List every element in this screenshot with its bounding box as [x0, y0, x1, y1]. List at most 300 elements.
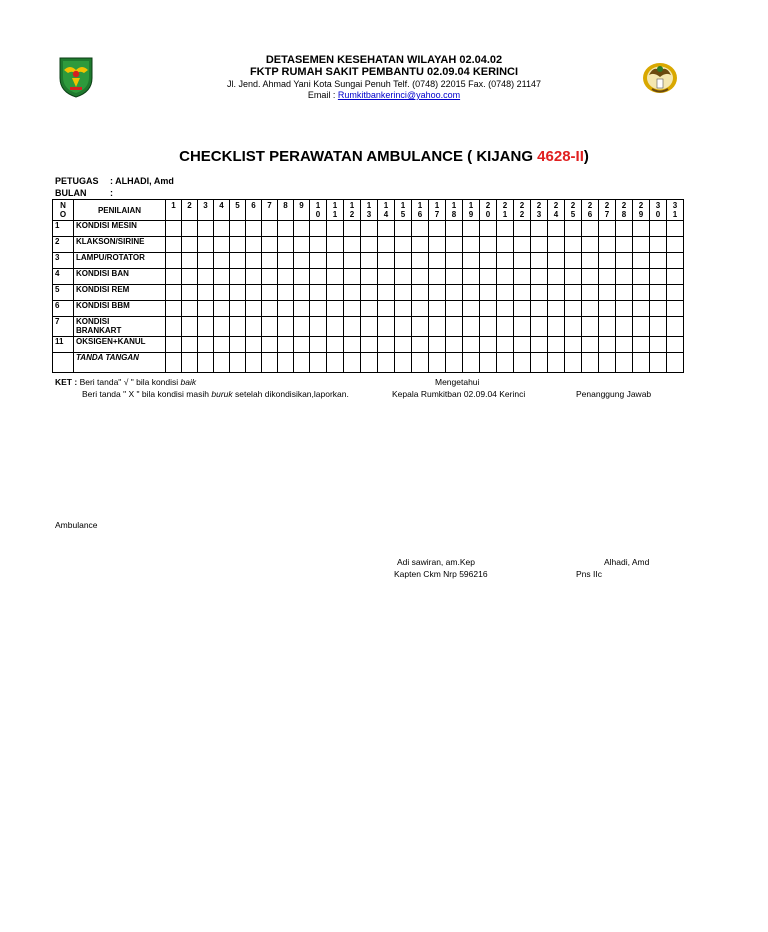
check-cell[interactable] [214, 317, 230, 337]
check-cell[interactable] [548, 337, 565, 353]
check-cell[interactable] [294, 301, 310, 317]
check-cell[interactable] [230, 269, 246, 285]
check-cell[interactable] [412, 221, 429, 237]
check-cell[interactable] [294, 285, 310, 301]
check-cell[interactable] [327, 269, 344, 285]
check-cell[interactable] [650, 237, 667, 253]
check-cell[interactable] [565, 301, 582, 317]
check-cell[interactable] [531, 317, 548, 337]
check-cell[interactable] [246, 221, 262, 237]
check-cell[interactable] [582, 285, 599, 301]
check-cell[interactable] [429, 237, 446, 253]
check-cell[interactable] [278, 317, 294, 337]
check-cell[interactable] [344, 269, 361, 285]
check-cell[interactable] [446, 221, 463, 237]
check-cell[interactable] [395, 301, 412, 317]
check-cell[interactable] [246, 253, 262, 269]
check-cell[interactable] [599, 269, 616, 285]
check-cell[interactable] [480, 221, 497, 237]
check-cell[interactable] [565, 285, 582, 301]
check-cell[interactable] [582, 317, 599, 337]
signature-cell[interactable] [650, 353, 667, 373]
check-cell[interactable] [412, 285, 429, 301]
signature-cell[interactable] [230, 353, 246, 373]
check-cell[interactable] [214, 269, 230, 285]
check-cell[interactable] [230, 253, 246, 269]
check-cell[interactable] [294, 317, 310, 337]
signature-cell[interactable] [514, 353, 531, 373]
check-cell[interactable] [361, 253, 378, 269]
check-cell[interactable] [548, 269, 565, 285]
check-cell[interactable] [667, 221, 684, 237]
signature-cell[interactable] [633, 353, 650, 373]
check-cell[interactable] [344, 253, 361, 269]
check-cell[interactable] [278, 285, 294, 301]
check-cell[interactable] [446, 337, 463, 353]
check-cell[interactable] [310, 337, 327, 353]
check-cell[interactable] [182, 337, 198, 353]
check-cell[interactable] [429, 317, 446, 337]
check-cell[interactable] [395, 269, 412, 285]
signature-cell[interactable] [166, 353, 182, 373]
check-cell[interactable] [480, 285, 497, 301]
email-link[interactable]: Rumkitbankerinci@yahoo.com [337, 90, 461, 100]
check-cell[interactable] [497, 269, 514, 285]
check-cell[interactable] [667, 317, 684, 337]
check-cell[interactable] [327, 301, 344, 317]
check-cell[interactable] [182, 269, 198, 285]
check-cell[interactable] [565, 269, 582, 285]
check-cell[interactable] [463, 337, 480, 353]
day-column-header-text: 2 [502, 201, 508, 210]
check-cell[interactable] [182, 253, 198, 269]
check-cell[interactable] [412, 269, 429, 285]
row-number: 2 [53, 237, 74, 253]
check-cell[interactable] [378, 253, 395, 269]
check-cell[interactable] [230, 301, 246, 317]
check-cell[interactable] [650, 337, 667, 353]
check-cell[interactable] [214, 301, 230, 317]
check-cell[interactable] [582, 221, 599, 237]
check-cell[interactable] [616, 317, 633, 337]
check-cell[interactable] [463, 269, 480, 285]
check-cell[interactable] [310, 253, 327, 269]
check-cell[interactable] [198, 237, 214, 253]
check-cell[interactable] [429, 269, 446, 285]
check-cell[interactable] [514, 301, 531, 317]
check-cell[interactable] [278, 253, 294, 269]
check-cell[interactable] [246, 317, 262, 337]
check-cell[interactable] [463, 317, 480, 337]
check-cell[interactable] [531, 221, 548, 237]
check-cell[interactable] [667, 337, 684, 353]
check-cell[interactable] [565, 253, 582, 269]
check-cell[interactable] [378, 269, 395, 285]
check-cell[interactable] [198, 285, 214, 301]
check-cell[interactable] [514, 221, 531, 237]
day-column-header-text: 9 [299, 201, 304, 210]
check-cell[interactable] [480, 337, 497, 353]
ket-line-1 [55, 377, 196, 387]
signature-cell[interactable] [565, 353, 582, 373]
check-cell[interactable] [166, 317, 182, 337]
check-cell[interactable] [378, 301, 395, 317]
check-cell[interactable] [616, 221, 633, 237]
check-cell[interactable] [294, 269, 310, 285]
check-cell[interactable] [310, 269, 327, 285]
signature-cell[interactable] [531, 353, 548, 373]
check-cell[interactable] [667, 237, 684, 253]
check-cell[interactable] [198, 269, 214, 285]
check-cell[interactable] [278, 237, 294, 253]
check-cell[interactable] [616, 285, 633, 301]
check-cell[interactable] [446, 269, 463, 285]
check-cell[interactable] [633, 221, 650, 237]
check-cell[interactable] [246, 337, 262, 353]
signature-cell[interactable] [294, 353, 310, 373]
day-column-header-text: 1 [502, 210, 508, 219]
check-cell[interactable] [531, 301, 548, 317]
signature-cell[interactable] [395, 353, 412, 373]
check-cell[interactable] [278, 221, 294, 237]
check-cell[interactable] [361, 269, 378, 285]
check-cell[interactable] [378, 221, 395, 237]
check-cell[interactable] [166, 301, 182, 317]
check-cell[interactable] [246, 269, 262, 285]
check-cell[interactable] [599, 253, 616, 269]
check-cell[interactable] [446, 253, 463, 269]
signature-cell[interactable] [446, 353, 463, 373]
check-cell[interactable] [633, 237, 650, 253]
day-column-header [463, 200, 480, 221]
check-cell[interactable] [548, 285, 565, 301]
check-cell[interactable] [650, 285, 667, 301]
check-cell[interactable] [262, 269, 278, 285]
check-cell[interactable] [667, 301, 684, 317]
check-cell[interactable] [616, 237, 633, 253]
check-cell[interactable] [582, 237, 599, 253]
check-cell[interactable] [294, 221, 310, 237]
check-cell[interactable] [230, 237, 246, 253]
check-cell[interactable] [599, 221, 616, 237]
check-cell[interactable] [166, 337, 182, 353]
check-cell[interactable] [230, 317, 246, 337]
day-column-header [531, 200, 548, 221]
check-cell[interactable] [278, 337, 294, 353]
signature-cell[interactable] [262, 353, 278, 373]
check-cell[interactable] [548, 317, 565, 337]
check-cell[interactable] [514, 237, 531, 253]
check-cell[interactable] [480, 253, 497, 269]
check-cell[interactable] [262, 285, 278, 301]
check-cell[interactable] [294, 337, 310, 353]
check-cell[interactable] [463, 285, 480, 301]
signature-label: TANDA TANGAN [74, 353, 166, 373]
row-item-name [74, 253, 166, 269]
check-cell[interactable] [361, 221, 378, 237]
check-cell[interactable] [446, 285, 463, 301]
check-cell[interactable] [378, 285, 395, 301]
check-cell[interactable] [497, 221, 514, 237]
check-cell[interactable] [310, 317, 327, 337]
check-cell[interactable] [361, 237, 378, 253]
check-cell[interactable] [429, 253, 446, 269]
check-cell[interactable] [166, 237, 182, 253]
check-cell[interactable] [361, 301, 378, 317]
check-cell[interactable] [480, 237, 497, 253]
check-cell[interactable] [166, 221, 182, 237]
check-cell[interactable] [480, 301, 497, 317]
check-cell[interactable] [514, 253, 531, 269]
check-cell[interactable] [548, 237, 565, 253]
check-cell[interactable] [497, 285, 514, 301]
row-item-name [74, 221, 166, 237]
signature-cell[interactable] [198, 353, 214, 373]
check-cell[interactable] [198, 301, 214, 317]
check-cell[interactable] [616, 337, 633, 353]
signature-cell[interactable] [310, 353, 327, 373]
check-cell[interactable] [616, 269, 633, 285]
check-cell[interactable] [633, 337, 650, 353]
check-cell[interactable] [214, 221, 230, 237]
check-cell[interactable] [294, 237, 310, 253]
check-cell[interactable] [548, 253, 565, 269]
check-cell[interactable] [633, 285, 650, 301]
check-cell[interactable] [412, 253, 429, 269]
day-column-header-text: 1 [383, 201, 389, 210]
row-item-name-text: OKSIGEN+KANUL [76, 337, 146, 346]
check-cell[interactable] [310, 301, 327, 317]
check-cell[interactable] [182, 285, 198, 301]
check-cell[interactable] [198, 221, 214, 237]
check-cell[interactable] [246, 301, 262, 317]
check-cell[interactable] [480, 269, 497, 285]
row-number: 5 [53, 285, 74, 301]
signature-cell[interactable] [214, 353, 230, 373]
check-cell[interactable] [198, 253, 214, 269]
check-cell[interactable] [531, 269, 548, 285]
check-cell[interactable] [514, 285, 531, 301]
check-cell[interactable] [310, 285, 327, 301]
signature-cell[interactable] [667, 353, 684, 373]
check-cell[interactable] [565, 221, 582, 237]
check-cell[interactable] [262, 317, 278, 337]
check-cell[interactable] [650, 253, 667, 269]
check-cell[interactable] [182, 301, 198, 317]
signature-cell[interactable] [278, 353, 294, 373]
check-cell[interactable] [262, 221, 278, 237]
signature-cell[interactable] [582, 353, 599, 373]
signature-cell[interactable] [616, 353, 633, 373]
check-cell[interactable] [548, 301, 565, 317]
check-cell[interactable] [395, 221, 412, 237]
check-cell[interactable] [497, 253, 514, 269]
signature-cell[interactable] [246, 353, 262, 373]
check-cell[interactable] [650, 221, 667, 237]
check-cell[interactable] [531, 253, 548, 269]
check-cell[interactable] [497, 237, 514, 253]
check-cell[interactable] [463, 237, 480, 253]
check-cell[interactable] [246, 285, 262, 301]
check-cell[interactable] [327, 317, 344, 337]
day-column-header [429, 200, 446, 221]
check-cell[interactable] [548, 221, 565, 237]
check-cell[interactable] [582, 269, 599, 285]
check-cell[interactable] [214, 337, 230, 353]
check-cell[interactable] [650, 269, 667, 285]
check-cell[interactable] [395, 285, 412, 301]
check-cell[interactable] [378, 237, 395, 253]
check-cell[interactable] [344, 221, 361, 237]
check-cell[interactable] [344, 337, 361, 353]
signature-cell[interactable] [344, 353, 361, 373]
check-cell[interactable] [599, 285, 616, 301]
signature-cell[interactable] [480, 353, 497, 373]
check-cell[interactable] [310, 221, 327, 237]
check-cell[interactable] [214, 253, 230, 269]
check-cell[interactable] [531, 285, 548, 301]
check-cell[interactable] [214, 285, 230, 301]
check-cell[interactable] [599, 301, 616, 317]
check-cell[interactable] [599, 317, 616, 337]
ket-line2-emph: buruk [211, 389, 233, 399]
check-cell[interactable] [182, 317, 198, 337]
check-cell[interactable] [633, 269, 650, 285]
check-cell[interactable] [412, 237, 429, 253]
check-cell[interactable] [463, 221, 480, 237]
check-cell[interactable] [599, 337, 616, 353]
check-cell[interactable] [531, 337, 548, 353]
check-cell[interactable] [198, 317, 214, 337]
check-cell[interactable] [166, 253, 182, 269]
check-cell[interactable] [262, 253, 278, 269]
check-cell[interactable] [667, 285, 684, 301]
check-cell[interactable] [361, 337, 378, 353]
check-cell[interactable] [582, 337, 599, 353]
check-cell[interactable] [497, 317, 514, 337]
signature-cell[interactable] [378, 353, 395, 373]
check-cell[interactable] [429, 221, 446, 237]
check-cell[interactable] [378, 317, 395, 337]
signature-cell[interactable] [327, 353, 344, 373]
check-cell[interactable] [344, 317, 361, 337]
check-cell[interactable] [633, 317, 650, 337]
signature-cell[interactable] [463, 353, 480, 373]
check-cell[interactable] [633, 301, 650, 317]
check-cell[interactable] [230, 337, 246, 353]
check-cell[interactable] [582, 253, 599, 269]
check-cell[interactable] [565, 317, 582, 337]
check-cell[interactable] [310, 237, 327, 253]
check-cell[interactable] [480, 317, 497, 337]
check-cell[interactable] [182, 237, 198, 253]
day-column-header-text: 1 [315, 201, 321, 210]
check-cell[interactable] [531, 237, 548, 253]
signature-cell[interactable] [548, 353, 565, 373]
check-cell[interactable] [230, 285, 246, 301]
table-row [53, 221, 684, 237]
check-cell[interactable] [497, 301, 514, 317]
check-cell[interactable] [412, 317, 429, 337]
check-cell[interactable] [344, 301, 361, 317]
check-cell[interactable] [344, 285, 361, 301]
check-cell[interactable] [633, 253, 650, 269]
check-cell[interactable] [514, 317, 531, 337]
check-cell[interactable] [327, 221, 344, 237]
check-cell[interactable] [667, 253, 684, 269]
check-cell[interactable] [361, 285, 378, 301]
check-cell[interactable] [429, 337, 446, 353]
check-cell[interactable] [463, 253, 480, 269]
check-cell[interactable] [565, 337, 582, 353]
check-cell[interactable] [344, 237, 361, 253]
check-cell[interactable] [667, 269, 684, 285]
check-cell[interactable] [650, 317, 667, 337]
signature-cell[interactable] [429, 353, 446, 373]
check-cell[interactable] [327, 237, 344, 253]
check-cell[interactable] [395, 237, 412, 253]
check-cell[interactable] [262, 301, 278, 317]
check-cell[interactable] [395, 317, 412, 337]
check-cell[interactable] [446, 237, 463, 253]
check-cell[interactable] [395, 253, 412, 269]
check-cell[interactable] [294, 253, 310, 269]
check-cell[interactable] [395, 337, 412, 353]
check-cell[interactable] [214, 237, 230, 253]
check-cell[interactable] [246, 237, 262, 253]
signature-cell[interactable] [412, 353, 429, 373]
check-cell[interactable] [429, 301, 446, 317]
check-cell[interactable] [278, 269, 294, 285]
check-cell[interactable] [412, 301, 429, 317]
check-cell[interactable] [514, 337, 531, 353]
check-cell[interactable] [497, 337, 514, 353]
mengetahui-label: Mengetahui [435, 377, 480, 387]
check-cell[interactable] [278, 301, 294, 317]
check-cell[interactable] [230, 221, 246, 237]
check-cell[interactable] [166, 269, 182, 285]
check-cell[interactable] [412, 337, 429, 353]
check-cell[interactable] [361, 317, 378, 337]
check-cell[interactable] [182, 221, 198, 237]
check-cell[interactable] [198, 337, 214, 353]
check-cell[interactable] [582, 301, 599, 317]
check-cell[interactable] [446, 317, 463, 337]
check-cell[interactable] [327, 253, 344, 269]
check-cell[interactable] [327, 285, 344, 301]
check-cell[interactable] [166, 285, 182, 301]
check-cell[interactable] [616, 301, 633, 317]
check-cell[interactable] [446, 301, 463, 317]
ket-label: KET : [55, 377, 80, 387]
check-cell[interactable] [565, 237, 582, 253]
signature-cell[interactable] [497, 353, 514, 373]
table-row [53, 317, 684, 337]
check-cell[interactable] [262, 237, 278, 253]
signature-cell[interactable] [361, 353, 378, 373]
check-cell[interactable] [599, 237, 616, 253]
check-cell[interactable] [650, 301, 667, 317]
check-cell[interactable] [262, 337, 278, 353]
check-cell[interactable] [514, 269, 531, 285]
signature-cell[interactable] [182, 353, 198, 373]
check-cell[interactable] [616, 253, 633, 269]
check-cell[interactable] [378, 337, 395, 353]
check-cell[interactable] [463, 301, 480, 317]
check-cell[interactable] [327, 337, 344, 353]
signature-cell[interactable] [599, 353, 616, 373]
check-cell[interactable] [429, 285, 446, 301]
